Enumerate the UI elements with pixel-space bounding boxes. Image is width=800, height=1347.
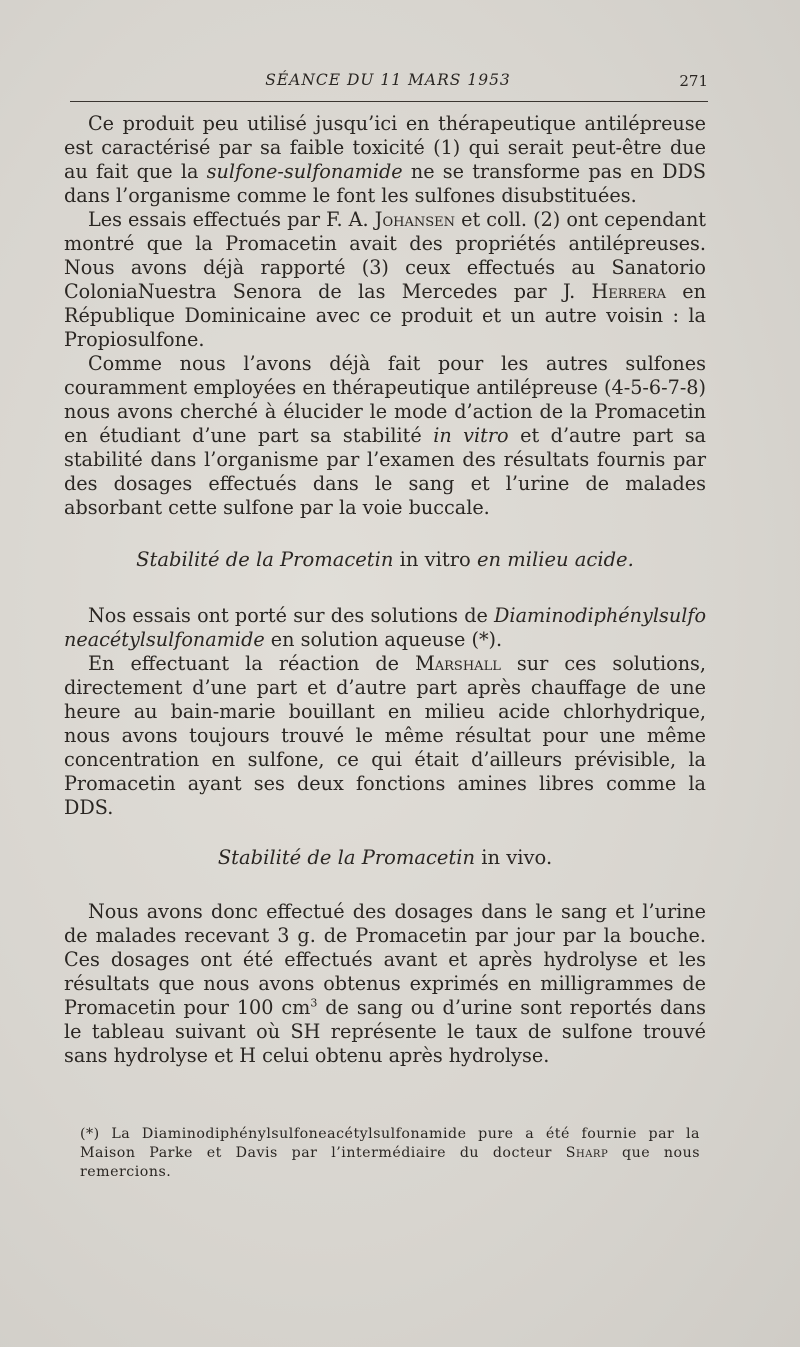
paragraph-objective: Comme nous l’avons déjà fait pour les autres sulfones couramment employées en thérapeutique antilépreuse (4-5-6-7-8) nous avons cherché à élucider le mode d’action de la Promacetin en étudiant d’une part sa stabilité in vitro et d’autre part sa stabilité dans l’organisme par l’examen des résultats fournis par des dosages effectués dans le sang et l’urine de malades absorbant cette sulfone par la voie buccale. <box>64 352 706 519</box>
running-head <box>68 71 708 95</box>
term-diaminodiphenylsulfone: Diaminodiphénylsulfoneacétylsulfonamide <box>64 604 706 651</box>
superscript-cube: 3 <box>310 996 318 1010</box>
paragraph-solutions: Nos essais ont porté sur des solutions de Diaminodiphénylsulfoneacétylsulfonamide en solution aqueuse (*). <box>64 604 706 651</box>
author-herrera: Herrera <box>591 280 666 303</box>
section-heading-in-vivo: Stabilité de la Promacetin in vivo. <box>217 846 553 869</box>
term-sulfone-sulfonamide: sulfone-sulfonamide <box>206 160 403 183</box>
author-johansen: Johansen <box>374 208 455 231</box>
paragraph-marshall-reaction: En effectuant la réaction de Marshall sur ces solutions, directement d’une part et d’autre part après chauffage de une heure au bain-marie bouillant en milieu acide chlorhydrique, nous avons toujours trouvé le même résultat pour une même concentration en sulfone, ce qui était d’ailleurs prévisible, la Promacetin ayant ses deux fonctions amines libres comme la DDS. <box>64 652 706 819</box>
footnote: (*) La Diaminodiphénylsulfoneacétylsulfonamide pure a été fournie par la Maison Parke et Davis par l’intermédiaire du docteur Sharp que nous remercions. <box>80 1126 701 1180</box>
running-title: SÉANCE DU 11 MARS 1953 <box>265 71 511 89</box>
author-sharp: Sharp <box>565 1145 609 1161</box>
section-heading-in-vitro: Stabilité de la Promacetin in vitro en milieu acide. <box>136 548 634 571</box>
in-vitro-section <box>64 604 706 820</box>
paragraph-toxicity: Ce produit peu utilisé jusqu’ici en thérapeutique antilépreuse est caractérisé par sa faible toxicité (1) qui serait peut-être due au fait que la sulfone-sulfonamide ne se transforme pas en DDS dans l’organisme comme le font les sulfones disubstituées. <box>64 112 706 207</box>
term-in-vitro: in vitro <box>433 424 509 447</box>
in-vivo-section <box>64 900 706 1068</box>
paragraph-previous-trials: Les essais effectués par F. A. Johansen et coll. (2) ont cependant montré que la Promacetin avait des propriétés antilépreuses. Nous avons déjà rapporté (3) ceux effectués au Sanatorio ColoniaNuestra Senora de las Mercedes par J. Herrera en République Dominicaine avec ce produit et un autre voisin : la Propiosulfone. <box>64 208 707 351</box>
author-marshall: Marshall <box>415 652 501 675</box>
paragraph-dosages: Nous avons donc effectué des dosages dans le sang et l’urine de malades recevant 3 g. de Promacetin par jour par la bouche. Ces dosages ont été effectués avant et après hydrolyse et les résultats que nous avons obtenus exprimés en milligrammes de Promacetin pour 100 $cm^3$ de sang ou d’urine sont reportés dans le tableau suivant où SH représente le taux de sulfone trouvé sans hydrolyse et H celui obtenu après hydrolyse. <box>64 900 706 1067</box>
page-number: 271 <box>679 72 708 90</box>
intro-section <box>64 112 706 520</box>
header-rule <box>70 101 708 102</box>
